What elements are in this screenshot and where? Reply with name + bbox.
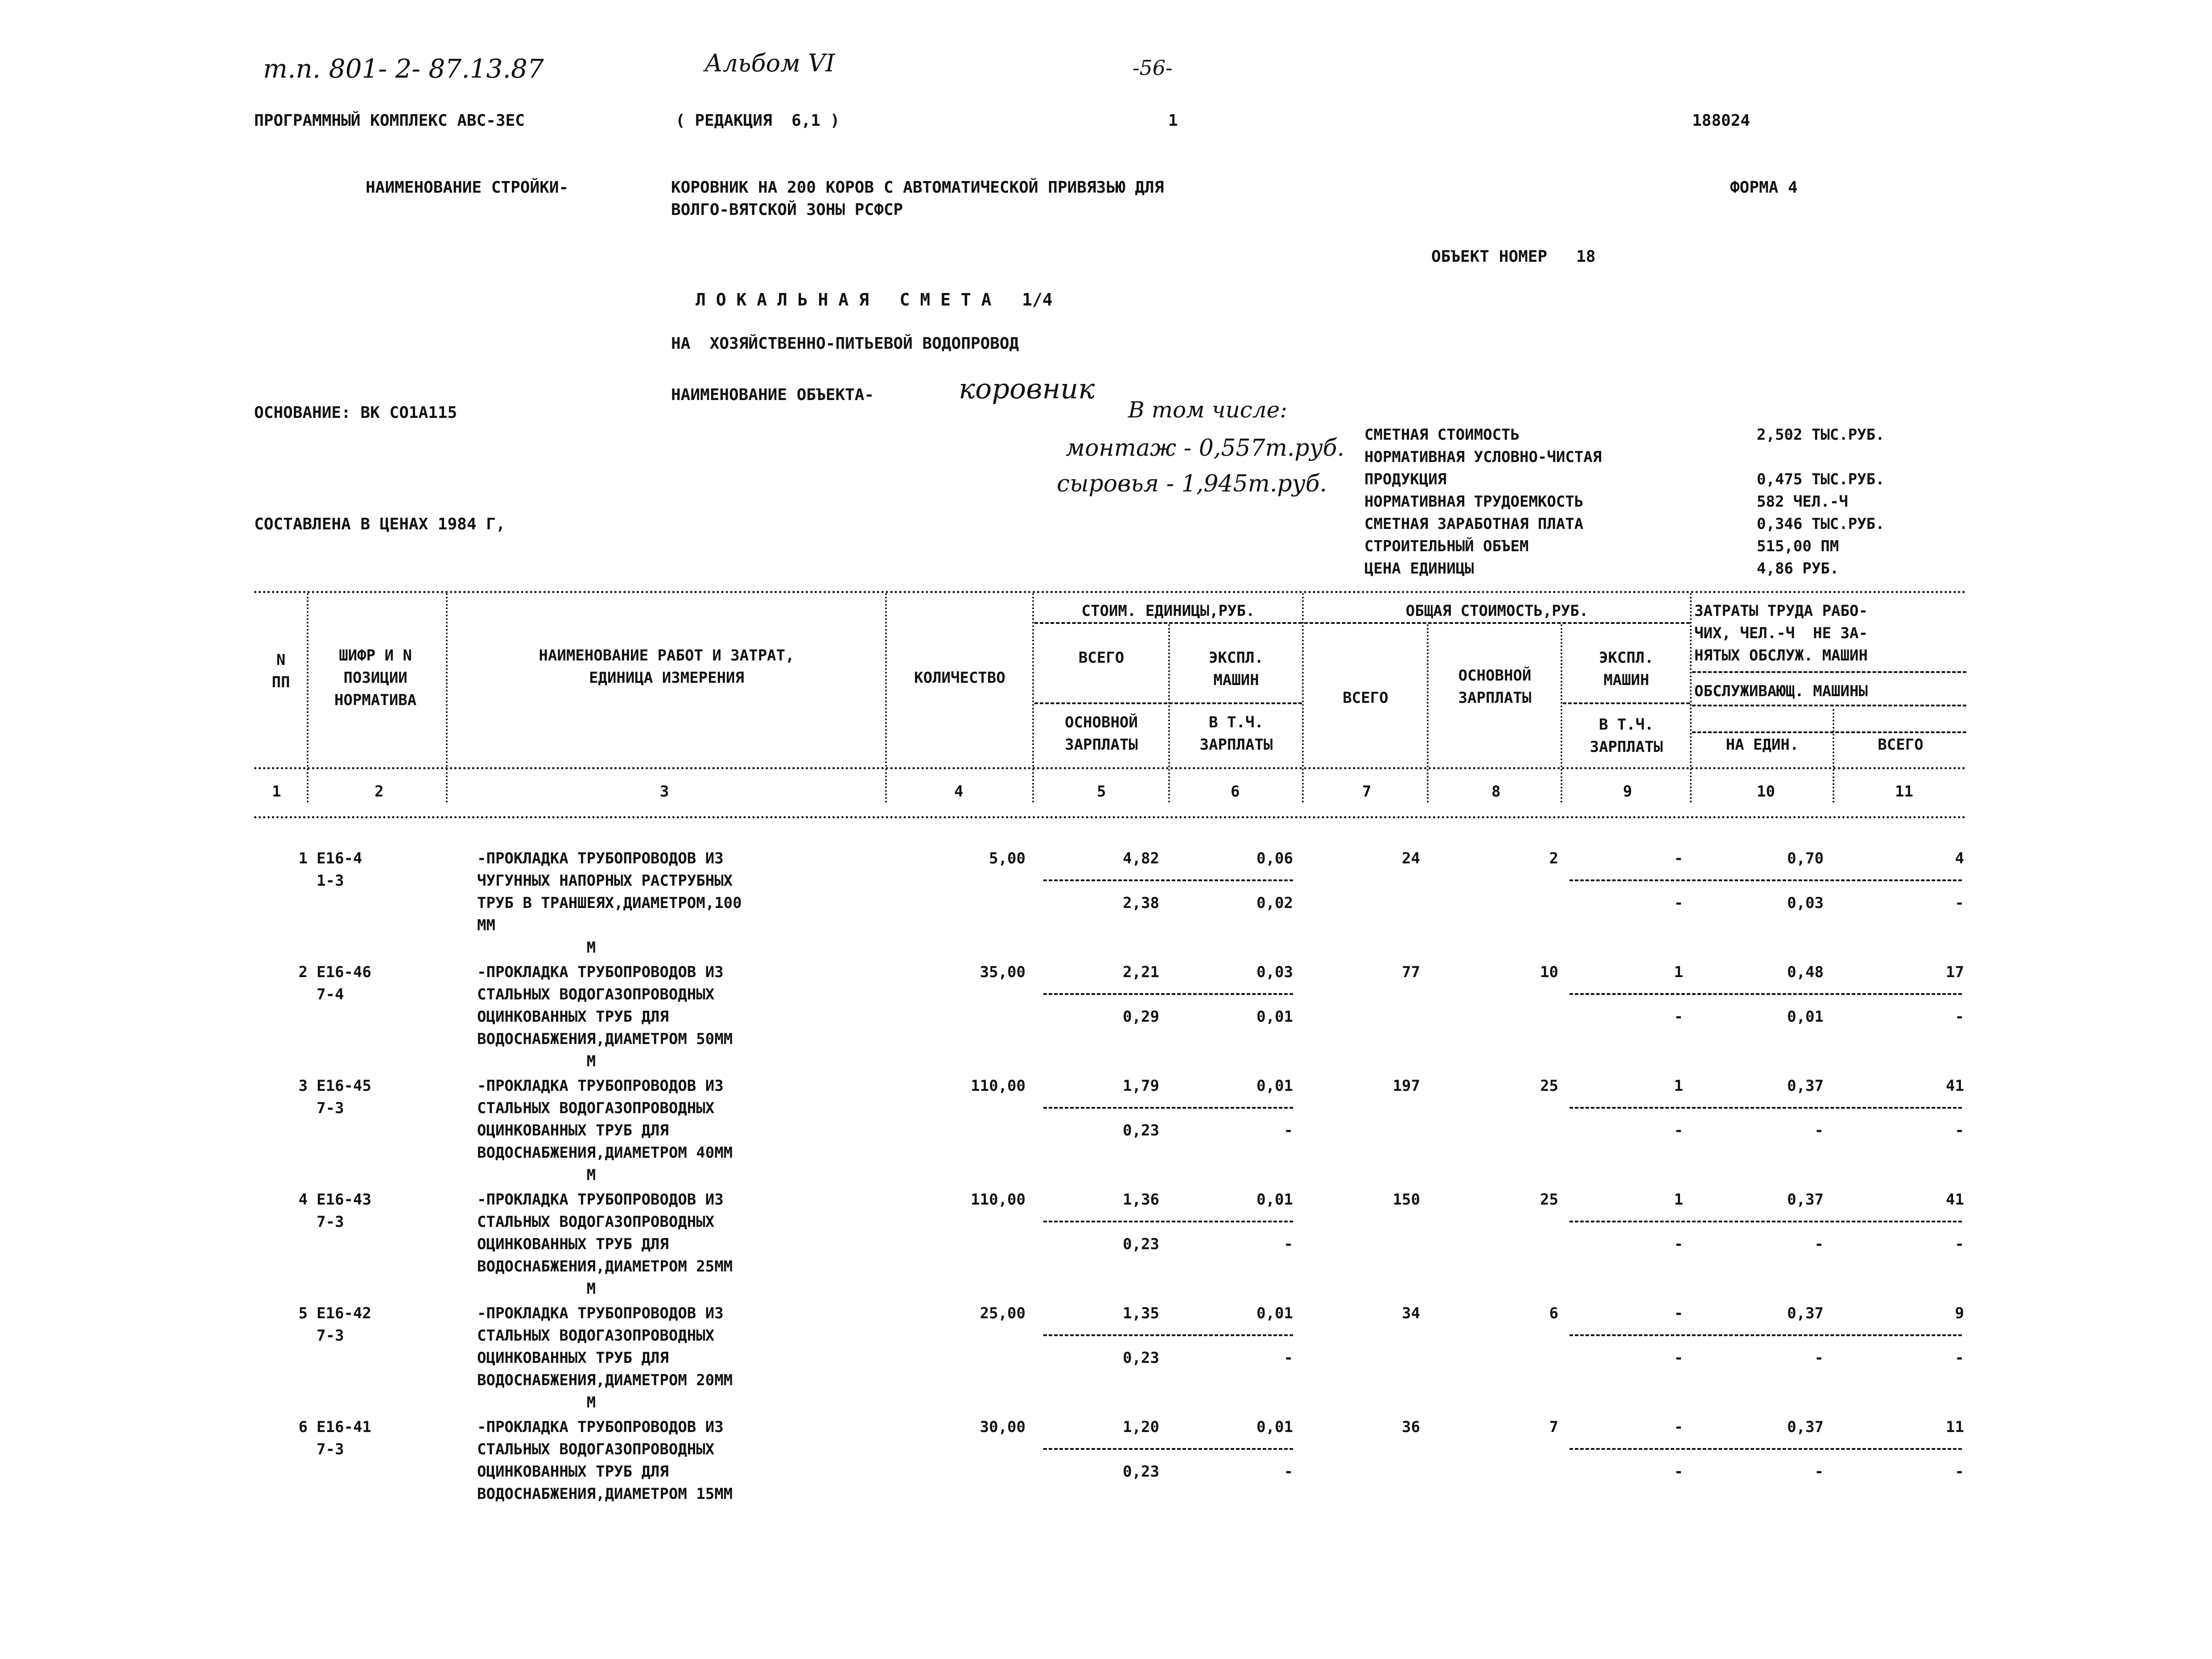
col-header-unit-ekspl: ЭКСПЛ. МАШИН [1209, 649, 1264, 689]
row-number: 2 [298, 963, 308, 981]
row-labor-unit-b: - [1814, 1235, 1824, 1253]
row-subrule [1569, 879, 1962, 881]
table-header-rule [254, 767, 1966, 769]
row-unit-total: 1,35 [1123, 1304, 1159, 1322]
form-number: ФОРМА 4 [1730, 178, 1798, 197]
row-quantity: 35,00 [980, 963, 1026, 981]
row-code: Е16-46 7-4 [317, 963, 371, 1003]
header-subrule [1304, 622, 1690, 624]
row-unit-machines: 0,01 [1256, 1304, 1293, 1322]
row-labor-unit-b: - [1814, 1463, 1824, 1481]
summary-value: 582 ЧЕЛ.-Ч [1757, 493, 1848, 511]
row-unit-total: 1,20 [1123, 1418, 1159, 1436]
header-divider [1427, 624, 1429, 803]
row-unit-total: 4,82 [1123, 850, 1159, 867]
row-subrule [1043, 993, 1293, 995]
album-number: Альбом VI [704, 49, 835, 77]
row-code: Е16-41 7-3 [317, 1418, 371, 1458]
row-unit-wage: 0,23 [1123, 1122, 1159, 1139]
row-subrule [1569, 1448, 1962, 1450]
row-labor-total-b: - [1955, 1008, 1964, 1026]
header-divider [1168, 624, 1170, 803]
row-subrule [1043, 1448, 1293, 1450]
summary-label: СМЕТНАЯ СТОИМОСТЬ [1364, 426, 1520, 444]
row-quantity: 25,00 [980, 1304, 1026, 1322]
object-name-handwritten: коровник [959, 372, 1095, 405]
page-number: -56- [1133, 56, 1173, 80]
col-header-total-vtch: В Т.Ч. ЗАРПЛАТЫ [1590, 716, 1663, 756]
row-unit-total: 1,36 [1123, 1191, 1159, 1209]
summary-value: 0,346 ТЫС.РУБ. [1757, 515, 1885, 533]
col-header-total-cost: ОБЩАЯ СТОИМОСТЬ,РУБ. [1405, 602, 1589, 620]
row-labor-unit-b: - [1814, 1122, 1824, 1139]
row-total-machines: - [1674, 850, 1683, 867]
row-name: -ПРОКЛАДКА ТРУБОПРОВОДОВ ИЗ СТАЛЬНЫХ ВОДОГАЗОПРОВОДНЫХ ОЦИНКОВАННЫХ ТРУБ ДЛЯ ВОДОСНАБЖЕНИЯ,ДИАМЕТРОМ 15ММ [477, 1418, 733, 1503]
estimate-title: Л О К А Л Ь Н А Я С М Е Т А 1/4 [696, 290, 1053, 310]
row-name: -ПРОКЛАДКА ТРУБОПРОВОДОВ ИЗ СТАЛЬНЫХ ВОДОГАЗОПРОВОДНЫХ ОЦИНКОВАННЫХ ТРУБ ДЛЯ ВОДОСНАБЖЕНИЯ,ДИАМЕТРОМ 50ММ М [477, 963, 733, 1070]
program-name: ПРОГРАММНЫЙ КОМПЛЕКС АВС-ЗЕС [254, 111, 525, 130]
header-divider [1302, 593, 1304, 803]
row-labor-total: 4 [1955, 850, 1964, 867]
summary-label: НОРМАТИВНАЯ УСЛОВНО-ЧИСТАЯ [1364, 448, 1602, 466]
row-total: 36 [1402, 1418, 1420, 1436]
column-number: 7 [1362, 783, 1372, 801]
column-number: 5 [1097, 783, 1106, 801]
row-total-wage: 10 [1540, 963, 1558, 981]
row-unit-wage: 0,23 [1123, 1235, 1159, 1253]
row-subrule [1569, 993, 1962, 995]
row-total-machines: - [1674, 1418, 1683, 1436]
row-subrule [1569, 1221, 1962, 1222]
row-total-machines-wage: - [1674, 1235, 1683, 1253]
row-labor-unit: 0,37 [1787, 1418, 1824, 1436]
row-code: Е16-4 1-3 [317, 850, 362, 890]
column-number: 9 [1623, 783, 1632, 801]
object-name-label: НАИМЕНОВАНИЕ ОБЪЕКТА- [671, 386, 874, 404]
table-colnum-rule [254, 816, 1966, 818]
row-total-machines: 1 [1674, 1077, 1683, 1095]
row-total-machines-wage: - [1674, 1122, 1683, 1139]
row-subrule [1569, 1334, 1962, 1336]
header-subrule [1563, 702, 1690, 704]
row-labor-unit: 0,37 [1787, 1077, 1824, 1095]
row-quantity: 110,00 [971, 1077, 1026, 1095]
row-unit-machines: 0,01 [1256, 1418, 1293, 1436]
header-subrule [1034, 702, 1302, 704]
price-level: СОСТАВЛЕНА В ЦЕНАХ 1984 Г, [254, 515, 506, 533]
row-total-machines-wage: - [1674, 1349, 1683, 1367]
row-number: 6 [298, 1418, 308, 1436]
col-header-total-ekspl: ЭКСПЛ. МАШИН [1599, 649, 1654, 689]
basis: ОСНОВАНИЕ: ВК СО1А115 [254, 404, 457, 422]
col-header-labor: ЗАТРАТЫ ТРУДА РАБО- ЧИХ, ЧЕЛ.-Ч НЕ ЗА- НЯТЫХ ОБСЛУЖ. МАШИН [1694, 602, 1868, 664]
row-subrule [1043, 1221, 1293, 1222]
row-unit-machines-wage: - [1284, 1122, 1293, 1139]
col-header-npp: N ПП [272, 651, 290, 691]
summary-value: 2,502 ТЫС.РУБ. [1757, 426, 1885, 444]
row-labor-total-b: - [1955, 1235, 1964, 1253]
header-divider [1690, 593, 1692, 803]
header-subrule [1692, 731, 1966, 733]
row-unit-wage: 0,29 [1123, 1008, 1159, 1026]
handwritten-note-2: монтаж - 0,557т.руб. [1066, 435, 1345, 462]
row-labor-unit-b: 0,01 [1787, 1008, 1824, 1026]
row-unit-machines-wage: 0,01 [1256, 1008, 1293, 1026]
row-name: -ПРОКЛАДКА ТРУБОПРОВОДОВ ИЗ ЧУГУННЫХ НАПОРНЫХ РАСТРУБНЫХ ТРУБ В ТРАНШЕЯХ,ДИАМЕТРОМ,100 ММ М [477, 850, 742, 957]
row-number: 1 [298, 850, 308, 867]
col-header-unit-vsego: ВСЕГО [1078, 649, 1125, 667]
col-header-unit-osn: ОСНОВНОЙ ЗАРПЛАТЫ [1065, 714, 1138, 754]
row-total-wage: 7 [1549, 1418, 1558, 1436]
row-labor-total-b: - [1955, 894, 1964, 912]
row-labor-total-b: - [1955, 1122, 1964, 1139]
tp-number: т.п. 801- 2- 87.13.87 [263, 54, 544, 84]
row-labor-total: 17 [1946, 963, 1964, 981]
col-header-vsego2: ВСЕГО [1878, 736, 1924, 754]
row-code: Е16-45 7-3 [317, 1077, 371, 1117]
row-quantity: 30,00 [980, 1418, 1026, 1436]
row-unit-total: 2,21 [1123, 963, 1159, 981]
row-total-machines-wage: - [1674, 1008, 1683, 1026]
row-name: -ПРОКЛАДКА ТРУБОПРОВОДОВ ИЗ СТАЛЬНЫХ ВОДОГАЗОПРОВОДНЫХ ОЦИНКОВАННЫХ ТРУБ ДЛЯ ВОДОСНАБЖЕНИЯ,ДИАМЕТРОМ 40ММ М [477, 1077, 733, 1184]
summary-label: НОРМАТИВНАЯ ТРУДОЕМКОСТЬ [1364, 493, 1584, 511]
row-labor-unit: 0,37 [1787, 1304, 1824, 1322]
row-labor-total-b: - [1955, 1463, 1964, 1481]
column-number: 1 [272, 783, 281, 801]
col-header-unit-cost: СТОИМ. ЕДИНИЦЫ,РУБ. [1081, 602, 1255, 620]
header-subrule [1692, 671, 1966, 673]
row-unit-wage: 0,23 [1123, 1463, 1159, 1481]
row-total-machines: 1 [1674, 963, 1683, 981]
row-number: 4 [298, 1191, 308, 1209]
program-edition: ( РЕДАКЦИЯ 6,1 ) [676, 111, 840, 130]
row-total-wage: 2 [1549, 850, 1558, 867]
row-subrule [1043, 879, 1293, 881]
column-number: 10 [1757, 783, 1775, 801]
row-labor-total-b: - [1955, 1349, 1964, 1367]
header-divider [446, 593, 448, 803]
column-number: 2 [375, 783, 384, 801]
row-total-machines-wage: - [1674, 1463, 1683, 1481]
col-header-total-osn: ОСНОВНОЙ ЗАРПЛАТЫ [1458, 667, 1532, 707]
row-unit-machines: 0,03 [1256, 963, 1293, 981]
header-one: 1 [1168, 111, 1178, 130]
table-top-rule [254, 591, 1966, 593]
summary-label: СМЕТНАЯ ЗАРАБОТНАЯ ПЛАТА [1364, 515, 1584, 533]
col-header-total-vsego: ВСЕГО [1343, 689, 1388, 707]
row-subrule [1043, 1107, 1293, 1109]
column-number: 11 [1895, 783, 1913, 801]
row-labor-unit-b: - [1814, 1349, 1824, 1367]
row-total: 24 [1402, 850, 1420, 867]
summary-label: ЦЕНА ЕДИНИЦЫ [1364, 560, 1474, 578]
handwritten-note-3: сыровья - 1,945т.руб. [1057, 470, 1327, 497]
row-labor-total: 9 [1955, 1304, 1964, 1322]
construction-label: НАИМЕНОВАНИЕ СТРОЙКИ- [366, 178, 569, 197]
row-unit-wage: 2,38 [1123, 894, 1159, 912]
header-subrule [1034, 622, 1302, 624]
row-labor-unit: 0,37 [1787, 1191, 1824, 1209]
row-unit-machines-wage: - [1284, 1349, 1293, 1367]
summary-label: СТРОИТЕЛЬНЫЙ ОБЪЕМ [1364, 537, 1529, 555]
row-total-wage: 25 [1540, 1077, 1558, 1095]
row-total-machines-wage: - [1674, 894, 1683, 912]
row-unit-total: 1,79 [1123, 1077, 1159, 1095]
column-number: 8 [1491, 783, 1501, 801]
header-divider [1032, 593, 1034, 803]
construction-name-2: ВОЛГО-ВЯТСКОЙ ЗОНЫ РСФСР [671, 201, 903, 219]
row-unit-wage: 0,23 [1123, 1349, 1159, 1367]
row-total-wage: 25 [1540, 1191, 1558, 1209]
col-header-qty: КОЛИЧЕСТВО [914, 669, 1005, 687]
row-total: 77 [1402, 963, 1420, 981]
row-labor-total: 41 [1946, 1191, 1964, 1209]
row-labor-total: 41 [1946, 1077, 1964, 1095]
row-unit-machines: 0,01 [1256, 1191, 1293, 1209]
summary-value: 0,475 ТЫС.РУБ. [1757, 470, 1885, 488]
handwritten-note-1: В том числе: [1128, 397, 1288, 423]
col-header-na-edin: НА ЕДИН. [1726, 736, 1799, 754]
row-labor-total: 11 [1946, 1418, 1964, 1436]
summary-value: 4,86 РУБ. [1757, 560, 1839, 578]
row-total-machines: - [1674, 1304, 1683, 1322]
construction-name-1: КОРОВНИК НА 200 КОРОВ С АВТОМАТИЧЕСКОЙ ПРИВЯЗЬЮ ДЛЯ [671, 178, 1164, 197]
header-divider [1833, 709, 1834, 803]
row-total-machines: 1 [1674, 1191, 1683, 1209]
col-header-obsl: ОБСЛУЖИВАЮЩ. МАШИНЫ [1694, 682, 1868, 700]
header-divider [1561, 624, 1562, 803]
row-unit-machines: 0,06 [1256, 850, 1293, 867]
header-subrule [1692, 705, 1966, 706]
column-number: 6 [1231, 783, 1240, 801]
header-code: 188024 [1692, 111, 1751, 130]
row-number: 5 [298, 1304, 308, 1322]
row-quantity: 110,00 [971, 1191, 1026, 1209]
row-unit-machines-wage: 0,02 [1256, 894, 1293, 912]
header-divider [885, 593, 887, 803]
col-header-code: ШИФР И N ПОЗИЦИИ НОРМАТИВА [334, 647, 417, 709]
row-total-wage: 6 [1549, 1304, 1558, 1322]
row-unit-machines-wage: - [1284, 1463, 1293, 1481]
row-labor-unit-b: 0,03 [1787, 894, 1824, 912]
row-total: 34 [1402, 1304, 1420, 1322]
row-name: -ПРОКЛАДКА ТРУБОПРОВОДОВ ИЗ СТАЛЬНЫХ ВОДОГАЗОПРОВОДНЫХ ОЦИНКОВАННЫХ ТРУБ ДЛЯ ВОДОСНАБЖЕНИЯ,ДИАМЕТРОМ 25ММ М [477, 1191, 733, 1298]
estimate-subject: НА ХОЗЯЙСТВЕННО-ПИТЬЕВОЙ ВОДОПРОВОД [671, 334, 1019, 353]
row-name: -ПРОКЛАДКА ТРУБОПРОВОДОВ ИЗ СТАЛЬНЫХ ВОДОГАЗОПРОВОДНЫХ ОЦИНКОВАННЫХ ТРУБ ДЛЯ ВОДОСНАБЖЕНИЯ,ДИАМЕТРОМ 20ММ М [477, 1304, 733, 1411]
row-subrule [1043, 1334, 1293, 1336]
row-total: 150 [1392, 1191, 1420, 1209]
row-number: 3 [298, 1077, 308, 1095]
row-unit-machines-wage: - [1284, 1235, 1293, 1253]
row-unit-machines: 0,01 [1256, 1077, 1293, 1095]
summary-value: 515,00 ПМ [1757, 537, 1839, 555]
row-labor-unit: 0,70 [1787, 850, 1824, 867]
column-number: 3 [660, 783, 669, 801]
row-code: Е16-43 7-3 [317, 1191, 371, 1231]
col-header-name: НАИМЕНОВАНИЕ РАБОТ И ЗАТРАТ, ЕДИНИЦА ИЗМЕРЕНИЯ [539, 647, 795, 687]
row-total: 197 [1392, 1077, 1420, 1095]
row-quantity: 5,00 [989, 850, 1026, 867]
object-number: ОБЪЕКТ НОМЕР 18 [1431, 248, 1596, 266]
column-number: 4 [954, 783, 964, 801]
row-labor-unit: 0,48 [1787, 963, 1824, 981]
summary-label: ПРОДУКЦИЯ [1364, 470, 1447, 488]
row-subrule [1569, 1107, 1962, 1109]
col-header-unit-vtch: В Т.Ч. ЗАРПЛАТЫ [1199, 714, 1273, 754]
row-code: Е16-42 7-3 [317, 1304, 371, 1345]
